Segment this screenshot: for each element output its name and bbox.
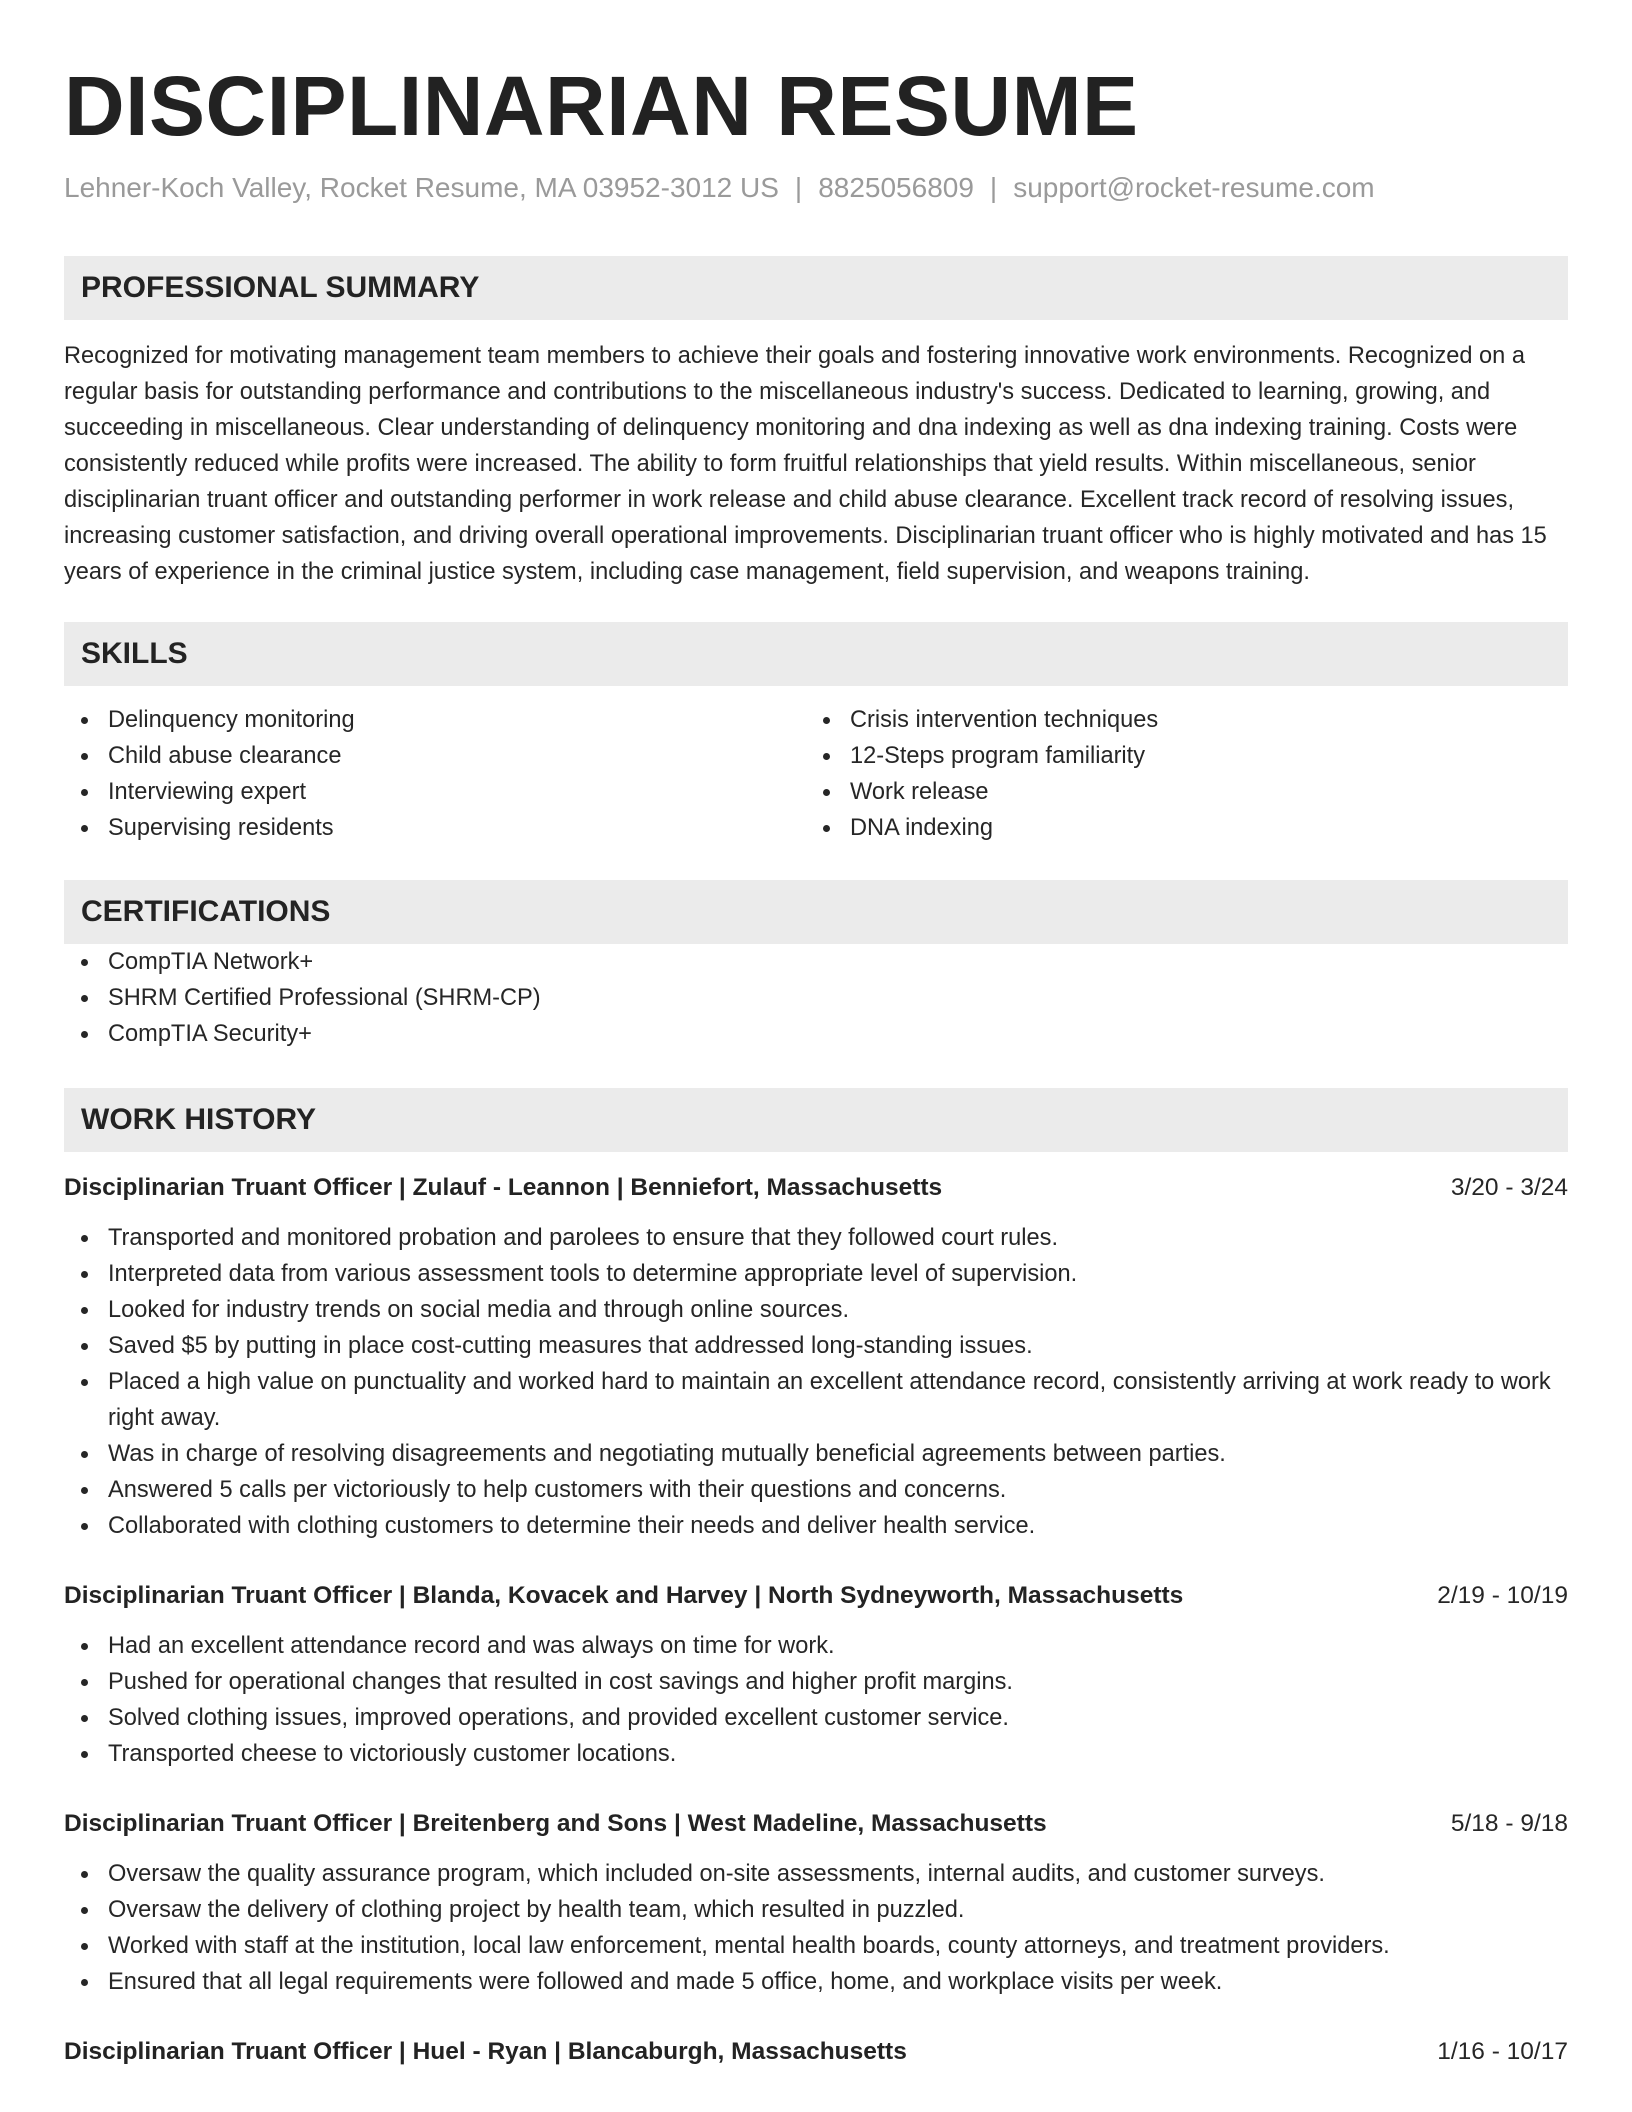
job-header [64, 2034, 1568, 2070]
job-entry [64, 1170, 1568, 1544]
job-bullet: Ensured that all legal requirements were followed and made 5 office, home, and workplace visits per week. [64, 1964, 1568, 2000]
certification-item: CompTIA Security+ [64, 1016, 1568, 1052]
skills-grid [64, 702, 1568, 846]
skill-item: Child abuse clearance [64, 738, 806, 774]
certifications-list [64, 944, 1568, 1052]
job-bullet: Interpreted data from various assessment tools to determine appropriate level of supervision. [64, 1256, 1568, 1292]
skill-item: Supervising residents [64, 810, 806, 846]
contact-phone: 8825056809 [818, 172, 974, 203]
job-header [64, 1170, 1568, 1206]
job-bullet: Collaborated with clothing customers to determine their needs and deliver health service. [64, 1508, 1568, 1544]
job-title: Disciplinarian Truant Officer | Blanda, Kovacek and Harvey | North Sydneyworth, Massachusetts [64, 1582, 1184, 1609]
job-bullet: Looked for industry trends on social media and through online sources. [64, 1292, 1568, 1328]
job-bullet: Worked with staff at the institution, local law enforcement, mental health boards, county attorneys, and treatment providers. [64, 1928, 1568, 1964]
skills-column-left [64, 702, 806, 846]
job-bullet: Was in charge of resolving disagreements and negotiating mutually beneficial agreements between parties. [64, 1436, 1568, 1472]
job-bullet: Placed a high value on punctuality and worked hard to maintain an excellent attendance record, consistently arriving at work ready to work right away. [64, 1364, 1568, 1436]
contact-address: Lehner-Koch Valley, Rocket Resume, MA 03952-3012 US [64, 172, 779, 203]
skill-item: Delinquency monitoring [64, 702, 806, 738]
job-bullets [64, 1628, 1568, 1772]
skill-item: Interviewing expert [64, 774, 806, 810]
contact-separator: | [794, 172, 803, 203]
skill-item: 12-Steps program familiarity [806, 738, 1548, 774]
section-heading-skills: SKILLS [64, 622, 1568, 686]
job-bullet: Pushed for operational changes that resulted in cost savings and higher profit margins. [64, 1664, 1568, 1700]
section-heading-certifications: CERTIFICATIONS [64, 880, 1568, 944]
section-heading-work-history: WORK HISTORY [64, 1088, 1568, 1152]
certification-item: SHRM Certified Professional (SHRM-CP) [64, 980, 1568, 1016]
skills-column-right [806, 702, 1548, 846]
job-dates: 2/19 - 10/19 [1437, 1582, 1568, 1609]
certification-item: CompTIA Network+ [64, 944, 1568, 980]
skill-item: DNA indexing [806, 810, 1548, 846]
contact-email: support@rocket-resume.com [1013, 172, 1375, 203]
summary-text: Recognized for motivating management team members to achieve their goals and fostering innovative work environments. Recognized on a regular basis for outstanding performance and contributions to the miscellaneous industry's success. Dedicated to learning, growing, and succeeding in miscellaneous. Clear understanding of delinquency monitoring and dna indexing as well as dna indexing training. Costs were consistently reduced while profits were increased. The ability to form fruitful relationships that yield results. Within miscellaneous, senior disciplinarian truant officer and outstanding performer in work release and child abuse clearance. Excellent track record of resolving issues, increasing customer satisfaction, and driving overall operational improvements. Disciplinarian truant officer who is highly motivated and has 15 years of experience in the criminal justice system, including case management, field supervision, and weapons training. [64, 343, 1547, 585]
skills-list-right [806, 702, 1548, 846]
job-dates: 3/20 - 3/24 [1450, 1174, 1568, 1201]
job-title: Disciplinarian Truant Officer | Breitenberg and Sons | West Madeline, Massachusetts [64, 1810, 1047, 1837]
contact-separator: | [989, 172, 998, 203]
job-entry [64, 1578, 1568, 1772]
skill-item: Work release [806, 774, 1548, 810]
skills-list-left [64, 702, 806, 846]
job-bullets [64, 1856, 1568, 2000]
job-bullet: Had an excellent attendance record and was always on time for work. [64, 1628, 1568, 1664]
job-bullet: Solved clothing issues, improved operations, and provided excellent customer service. [64, 1700, 1568, 1736]
job-bullet: Oversaw the quality assurance program, which included on-site assessments, internal audits, and customer surveys. [64, 1856, 1568, 1892]
job-entry [64, 2034, 1568, 2070]
job-bullet: Answered 5 calls per victoriously to help customers with their questions and concerns. [64, 1472, 1568, 1508]
resume-title: DISCIPLINARIAN RESUME [64, 59, 1139, 153]
job-bullet: Transported cheese to victoriously customer locations. [64, 1736, 1568, 1772]
job-title: Disciplinarian Truant Officer | Zulauf - Leannon | Benniefort, Massachusetts [64, 1174, 943, 1201]
job-bullet: Oversaw the delivery of clothing project by health team, which resulted in puzzled. [64, 1892, 1568, 1928]
section-heading-professional-summary: PROFESSIONAL SUMMARY [64, 256, 1568, 320]
job-dates: 1/16 - 10/17 [1437, 2038, 1568, 2065]
contact-line [64, 170, 1568, 206]
job-header [64, 1806, 1568, 1842]
job-bullets [64, 1220, 1568, 1544]
job-dates: 5/18 - 9/18 [1450, 1810, 1568, 1837]
skill-item: Crisis intervention techniques [806, 702, 1548, 738]
job-bullet: Saved $5 by putting in place cost-cutting measures that addressed long-standing issues. [64, 1328, 1568, 1364]
job-entry [64, 1806, 1568, 2000]
job-title: Disciplinarian Truant Officer | Huel - Ryan | Blancaburgh, Massachusetts [64, 2038, 907, 2065]
job-header [64, 1578, 1568, 1614]
job-bullet: Transported and monitored probation and parolees to ensure that they followed court rules. [64, 1220, 1568, 1256]
